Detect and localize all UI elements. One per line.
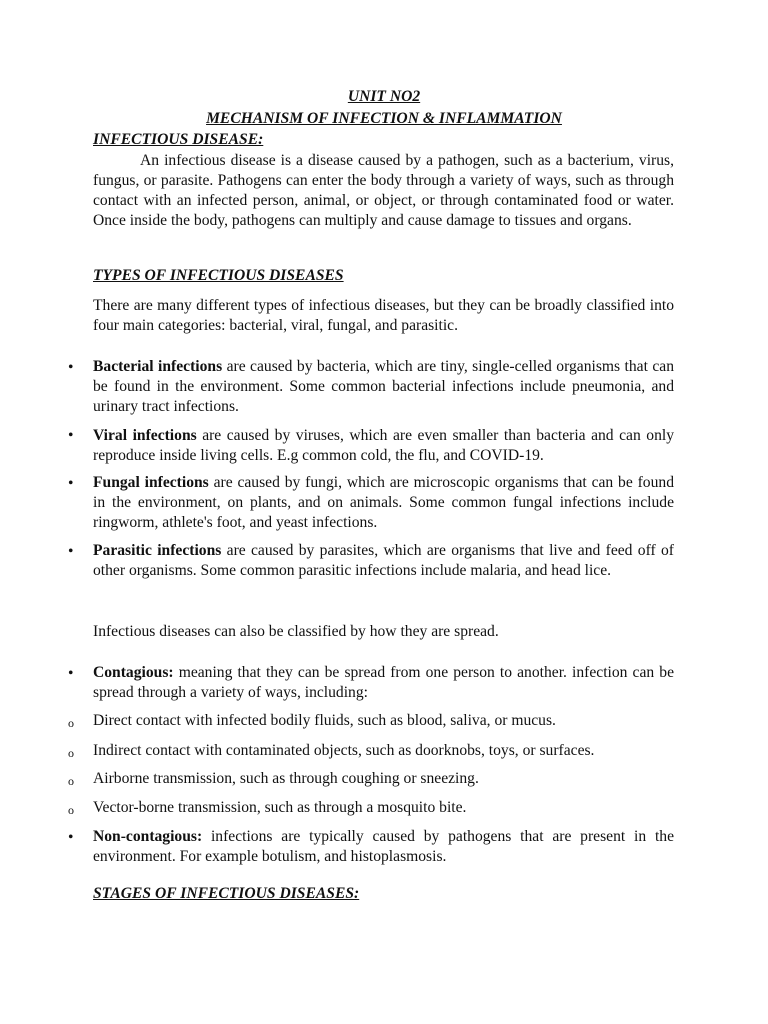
item-term: Parasitic infections — [93, 542, 222, 559]
section-heading-infectious-disease: INFECTIOUS DISEASE: — [93, 131, 264, 148]
bullet-marker: • — [68, 543, 74, 560]
item-text: are caused by bacteria, which are tiny, single-celled organisms that can be found in the environment. Some common bacterial infections include pneumonia, and urinary tract infections. — [93, 358, 674, 415]
item-term: Fungal infections — [93, 474, 209, 491]
section-heading-types: TYPES OF INFECTIOUS DISEASES — [93, 267, 344, 284]
item-term: Contagious: — [93, 664, 174, 681]
sub-bullet-marker: o — [68, 803, 74, 817]
bullet-marker: • — [68, 829, 74, 846]
item-text: infections are typically caused by pathogens that are present in the environment. For example botulism, and histoplasmosis. — [93, 828, 674, 865]
list-item-parasitic — [93, 541, 674, 581]
sub-list-item: Indirect contact with contaminated objects, such as doorknobs, toys, or surfaces. — [93, 742, 595, 759]
page-title: MECHANISM OF INFECTION & INFLAMMATION — [206, 110, 562, 127]
sub-bullet-marker: o — [68, 746, 74, 760]
unit-heading: UNIT NO2 — [347, 88, 421, 105]
sub-list-item: Vector-borne transmission, such as through a mosquito bite. — [93, 799, 467, 816]
sub-bullet-marker: o — [68, 774, 74, 788]
bullet-marker: • — [68, 475, 74, 492]
bullet-marker: • — [68, 427, 74, 444]
sub-bullet-marker: o — [68, 716, 74, 730]
list-item-noncontagious — [93, 827, 674, 867]
item-term: Bacterial infections — [93, 358, 223, 375]
types-intro-paragraph: There are many different types of infectious diseases, but they can be broadly classified into four main categories: bacterial, viral, fungal, and parasitic. — [93, 297, 674, 334]
sub-list-item: Direct contact with infected bodily fluids, such as blood, saliva, or mucus. — [93, 712, 556, 729]
list-item-fungal — [93, 473, 674, 533]
bullet-marker: • — [68, 665, 74, 682]
item-text: meaning that they can be spread from one person to another. infection can be spread through a variety of ways, including: — [93, 664, 674, 701]
bullet-marker: • — [68, 359, 74, 376]
list-item-viral — [93, 426, 674, 466]
item-term: Non-contagious: — [93, 828, 203, 845]
infectious-disease-paragraph: An infectious disease is a disease caused by a pathogen, such as a bacterium, virus, fungus, or parasite. Pathogens can enter the body through a variety of ways, such as through contact with an infected person, animal, or object, or through contaminated food or water. Once inside the body, pathogens can multiply and cause damage to tissues and organs. — [93, 152, 674, 229]
sub-list-item: Airborne transmission, such as through coughing or sneezing. — [93, 770, 479, 787]
list-item-bacterial — [93, 357, 674, 417]
list-item-contagious — [93, 663, 674, 703]
item-term: Viral infections — [93, 427, 197, 444]
item-text: are caused by parasites, which are organisms that live and feed off of other organisms. Some common parasitic infections include malaria, and head lice. — [93, 542, 674, 579]
section-heading-stages: STAGES OF INFECTIOUS DISEASES: — [93, 885, 360, 902]
item-text: are caused by viruses, which are even smaller than bacteria and can only reproduce inside living cells. E.g common cold, the flu, and COVID-19. — [93, 427, 674, 464]
spread-intro-paragraph: Infectious diseases can also be classified by how they are spread. — [93, 623, 499, 640]
item-text: are caused by fungi, which are microscopic organisms that can be found in the environment, on plants, and on animals. Some common fungal infections include ringworm, athlete's foot, and yeast infections. — [93, 474, 674, 531]
